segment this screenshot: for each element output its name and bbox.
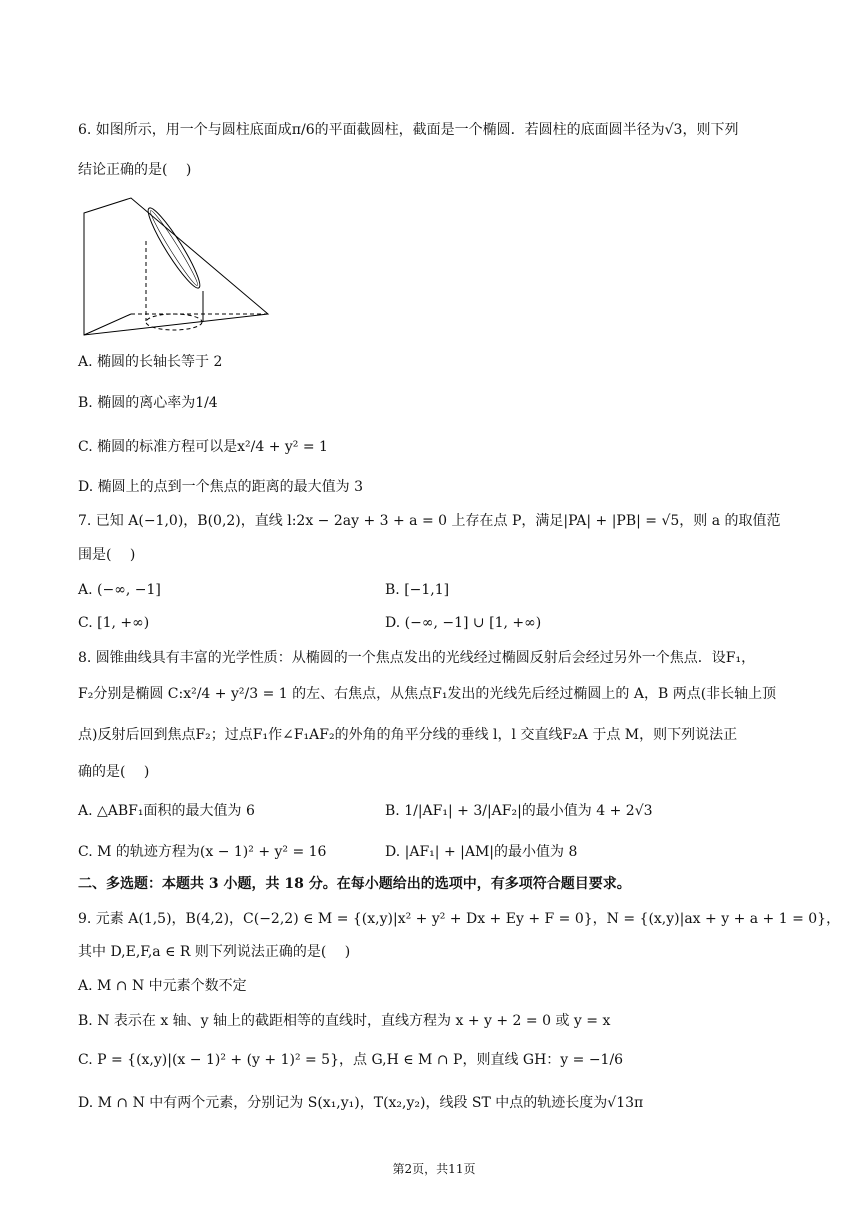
- q9-stem-line2: 其中 D,E,F,a ∈ R 则下列说法正确的是( ): [78, 944, 351, 960]
- q7-option-a: A. (−∞, −1]: [78, 582, 161, 598]
- q6-stem-line2: 结论正确的是( ): [78, 162, 192, 178]
- q9-option-b: B. N 表示在 x 轴、y 轴上的截距相等的直线时，直线方程为 x + y + 2 = 0 或 y = x: [78, 1013, 611, 1029]
- q8-option-d: D. |AF₁| + |AM|的最小值为 8: [385, 844, 578, 860]
- q7-option-b: B. [−1,1]: [385, 582, 450, 598]
- q6-option-b: B. 椭圆的离心率为1/4: [78, 395, 218, 411]
- q6-stem-line1: 6. 如图所示，用一个与圆柱底面成π/6的平面截圆柱，截面是一个椭圆．若圆柱的底面圆半径为√3，则下列: [78, 122, 739, 138]
- q7-option-c: C. [1, +∞): [78, 615, 150, 631]
- section-heading-multiple-choice: 二、多选题：本题共 3 小题，共 18 分。在每小题给出的选项中，有多项符合题目要求。: [78, 876, 631, 892]
- cylinder-section-figure: [76, 196, 276, 341]
- q8-stem-line4: 确的是( ): [78, 764, 150, 780]
- q8-option-b: B. 1/|AF₁| + 3/|AF₂|的最小值为 4 + 2√3: [385, 803, 653, 819]
- page-footer: 第2页，共11页: [392, 1162, 476, 1176]
- q7-stem-line1: 7. 已知 A(−1,0)，B(0,2)，直线 l:2x − 2ay + 3 + a = 0 上存在点 P，满足|PA| + |PB| = √5，则 a 的取值范: [78, 513, 781, 529]
- q8-option-a: A. △ABF₁面积的最大值为 6: [78, 803, 255, 819]
- q8-stem-line2: F₂分别是椭圆 C:x²/4 + y²/3 = 1 的左、右焦点，从焦点F₁发出的光线先后经过椭圆上的 A，B 两点(非长轴上顶: [78, 686, 777, 702]
- q8-stem-line1: 8. 圆锥曲线具有丰富的光学性质：从椭圆的一个焦点发出的光线经过椭圆反射后会经过另外一个焦点．设F₁，: [78, 650, 756, 666]
- q9-option-d: D. M ∩ N 中有两个元素，分别记为 S(x₁,y₁)，T(x₂,y₂)，线段 ST 中点的轨迹长度为√13π: [78, 1095, 644, 1111]
- q8-option-c: C. M 的轨迹方程为(x − 1)² + y² = 16: [78, 844, 327, 860]
- q6-option-d: D. 椭圆上的点到一个焦点的距离的最大值为 3: [78, 479, 363, 495]
- q9-option-c: C. P = {(x,y)|(x − 1)² + (y + 1)² = 5}，点 G,H ∈ M ∩ P，则直线 GH：y = −1/6: [78, 1052, 624, 1068]
- section-ellipse: [142, 204, 205, 292]
- q6-option-a: A. 椭圆的长轴长等于 2: [78, 354, 223, 370]
- section-ellipse-inner: [147, 209, 200, 288]
- q6-option-c: C. 椭圆的标准方程可以是x²/4 + y² = 1: [78, 439, 328, 455]
- q7-option-d: D. (−∞, −1] ∪ [1, +∞): [385, 615, 542, 631]
- q9-stem-line1: 9. 元素 A(1,5)，B(4,2)，C(−2,2) ∈ M = {(x,y)|x² + y² + Dx + Ey + F = 0}，N = {(x,y)|ax + y + a + 1 = 0}，: [78, 911, 841, 927]
- q8-stem-line3: 点)反射后回到焦点F₂；过点F₁作∠F₁AF₂的外角的角平分线的垂线 l，l 交直线F₂A 于点 M，则下列说法正: [78, 727, 738, 743]
- q9-option-a: A. M ∩ N 中元素个数不定: [78, 978, 247, 994]
- q7-stem-line2: 围是( ): [78, 547, 136, 563]
